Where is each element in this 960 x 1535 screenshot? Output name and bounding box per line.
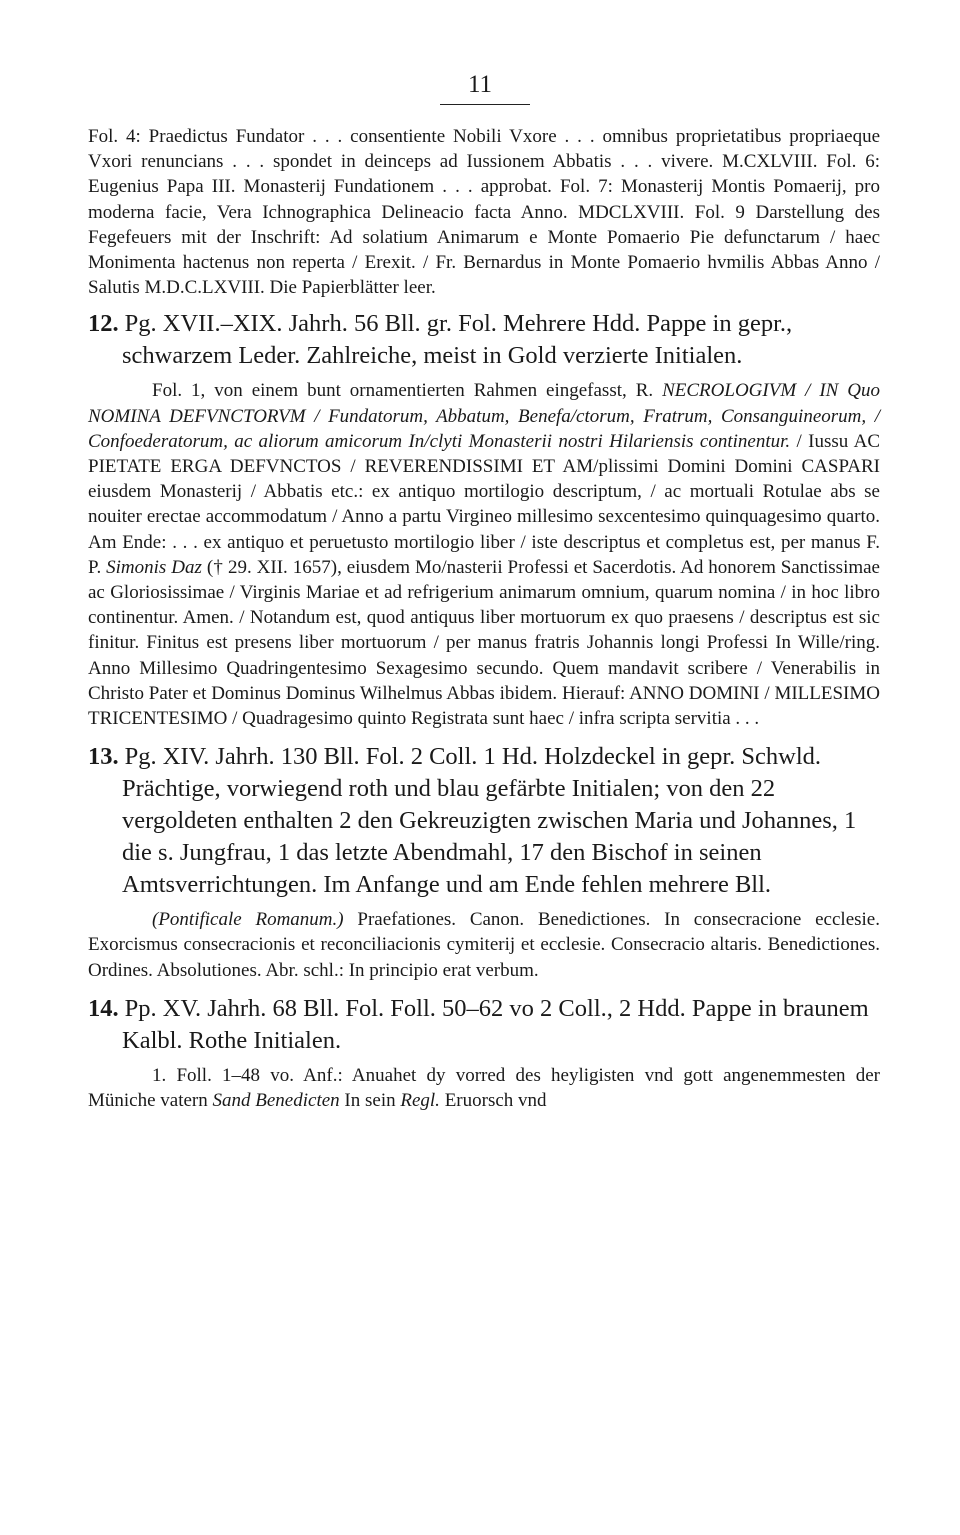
entry-number: 12. <box>88 310 119 338</box>
entry-13-text: Pg. XIV. Jahrh. 130 Bll. Fol. 2 Coll. 1 Hd. Holzdeckel in gepr. Schwld. Prächtige, vorwiegend roth und blau gefärbte Initialen; von den 22 vergoldeten enthalten 2 den Gekreuzigten zwischen Maria und Johannes, 1 die s. Jungfrau, 1 das letzte Abendmahl, 17 den Bischof in seinen Amtsverrichtungen. Im Anfange und am Ende fehlen mehrere Bll. <box>122 743 857 899</box>
page-number: 11 <box>467 71 493 98</box>
entry-12-header <box>88 308 880 372</box>
entry-12-description: Fol. 1, von einem bunt ornamentierten Rahmen eingefasst, R. NECROLOGIVM / IN Quo NOMINA DEFVNCTORVM / Fundatorum, Abbatum, Benefa/ctorum, Fratrum, Consanguineorum, / Confoederatorum, ac aliorum amicorum In/clyti Monasterii nostri Hilariensis continentur. / Iussu AC PIETATE ERGA DEFVNCTOS / REVERENDISSIMI ET AM/plissimi Domini Domini CASPARI eiusdem Monasterij / Abbatis etc.: ex antiquo mortilogio descriptum, / ac mortuali Rotulae abs se nouiter erectae accommodatum / Anno a partu Virgineo millesimo sexcentesimo quinquagesimo quarto. Am Ende: . . . ex antiquo et peruetusto mortilogio liber / iste descriptus et completus est, per manus F. P. Simonis Daz († 29. XII. 1657), eiusdem Mo/nasterii Professi et Sacerdotis. Ad honorem Sanctissimae ac Gloriosissimae / Virginis Mariae et ad refrigerium animarum omnium, quarum nomina / in hoc libro continentur. Amen. / Notandum est, quod antiquus liber mortuorum ex quo praesens / descriptus est sic finitur. Finitus est presens liber mortuorum / per manus fratris Johannis longi Professi In Wille/ring. Anno Millesimo Quadringentesimo Sexagesimo secundo. Quem mandavit scribere / Venerabilis in Christo Pater et Dominus Dominus Wilhelmus Abbas ibidem. Hierauf: ANNO DOMINI / MILLESIMO TRICENTESIMO / Quadragesimo quinto Registrata sunt haec / infra scripta servitia . . . <box>88 380 880 730</box>
scribe-name: Simonis Daz <box>106 556 202 578</box>
entry-14-description: 1. Foll. 1–48 vo. Anf.: Anuahet dy vorred des heyligisten vnd gott angenemmesten der Müniche vatern Sand Benedicten In sein Regl. Eruorsch vnd <box>88 1064 880 1112</box>
necrologium-title: NECROLOGIVM / IN Quo NOMINA DEFVNCTORVM / Fundatorum, Abbatum, Benefa/ctorum, Fratrum, Consanguineorum, / Confoederatorum, ac aliorum amicorum In/clyti Monasterii nostri Hilariensis continentur. <box>88 380 880 452</box>
paragraph-fol-continuation: Fol. 4: Praedictus Fundator . . . consentiente Nobili Vxore . . . omnibus proprietatibus propriaeque Vxori renuncians . . . spondet in deinceps ad Iussionem Abbatis . . . vivere. M.CXLVIII. Fol. 6: Eugenius Papa III. Monasterij Fundationem . . . approbat. Fol. 7: Monasterij Montis Pomaerij, pro moderna facie, Vera Ichnographica Delineacio facta Anno. MDCLXVIII. Fol. 9 Darstellung des Fegefeuers mit der Inschrift: Ad solatium Animarum e Monte Pomaerio Pie defunctarum / haec Monimenta hactenus non reperta / Erexit. / Fr. Bernardus in Monte Pomaerio hvmilis Abbas Anno / Salutis M.D.C.LXVIII. Die Papierblätter leer. <box>88 126 880 299</box>
entry-number: 13. <box>88 743 119 771</box>
saint-name: Sand Benedicten <box>212 1090 340 1112</box>
entry-13-description: (Pontificale Romanum.) Praefationes. Canon. Benedictiones. In consecracione ecclesie. Exorcismus consecracionis et reconciliacionis cymiterij et ecclesie. Consecracio altaris. Benedictiones. Ordines. Absolutiones. Abr. schl.: In principio erat verbum. <box>88 909 880 981</box>
entry-14-header <box>88 993 880 1057</box>
entry-12-text: Pg. XVII.–XIX. Jahrh. 56 Bll. gr. Fol. Mehrere Hdd. Pappe in gepr., schwarzem Leder. Zahlreiche, meist in Gold verzierte Initialen. <box>122 310 793 370</box>
header-rule <box>440 104 530 105</box>
page-body <box>88 124 880 1113</box>
entry-number: 14. <box>88 994 119 1022</box>
entry-13-header <box>88 741 880 901</box>
entry-14-text: Pp. XV. Jahrh. 68 Bll. Fol. Foll. 50–62 vo 2 Coll., 2 Hdd. Pappe in braunem Kalbl. Rothe Initialen. <box>122 994 869 1054</box>
regula-word: Regl. <box>400 1090 440 1112</box>
pontificale-title: (Pontificale Romanum.) <box>152 909 344 931</box>
